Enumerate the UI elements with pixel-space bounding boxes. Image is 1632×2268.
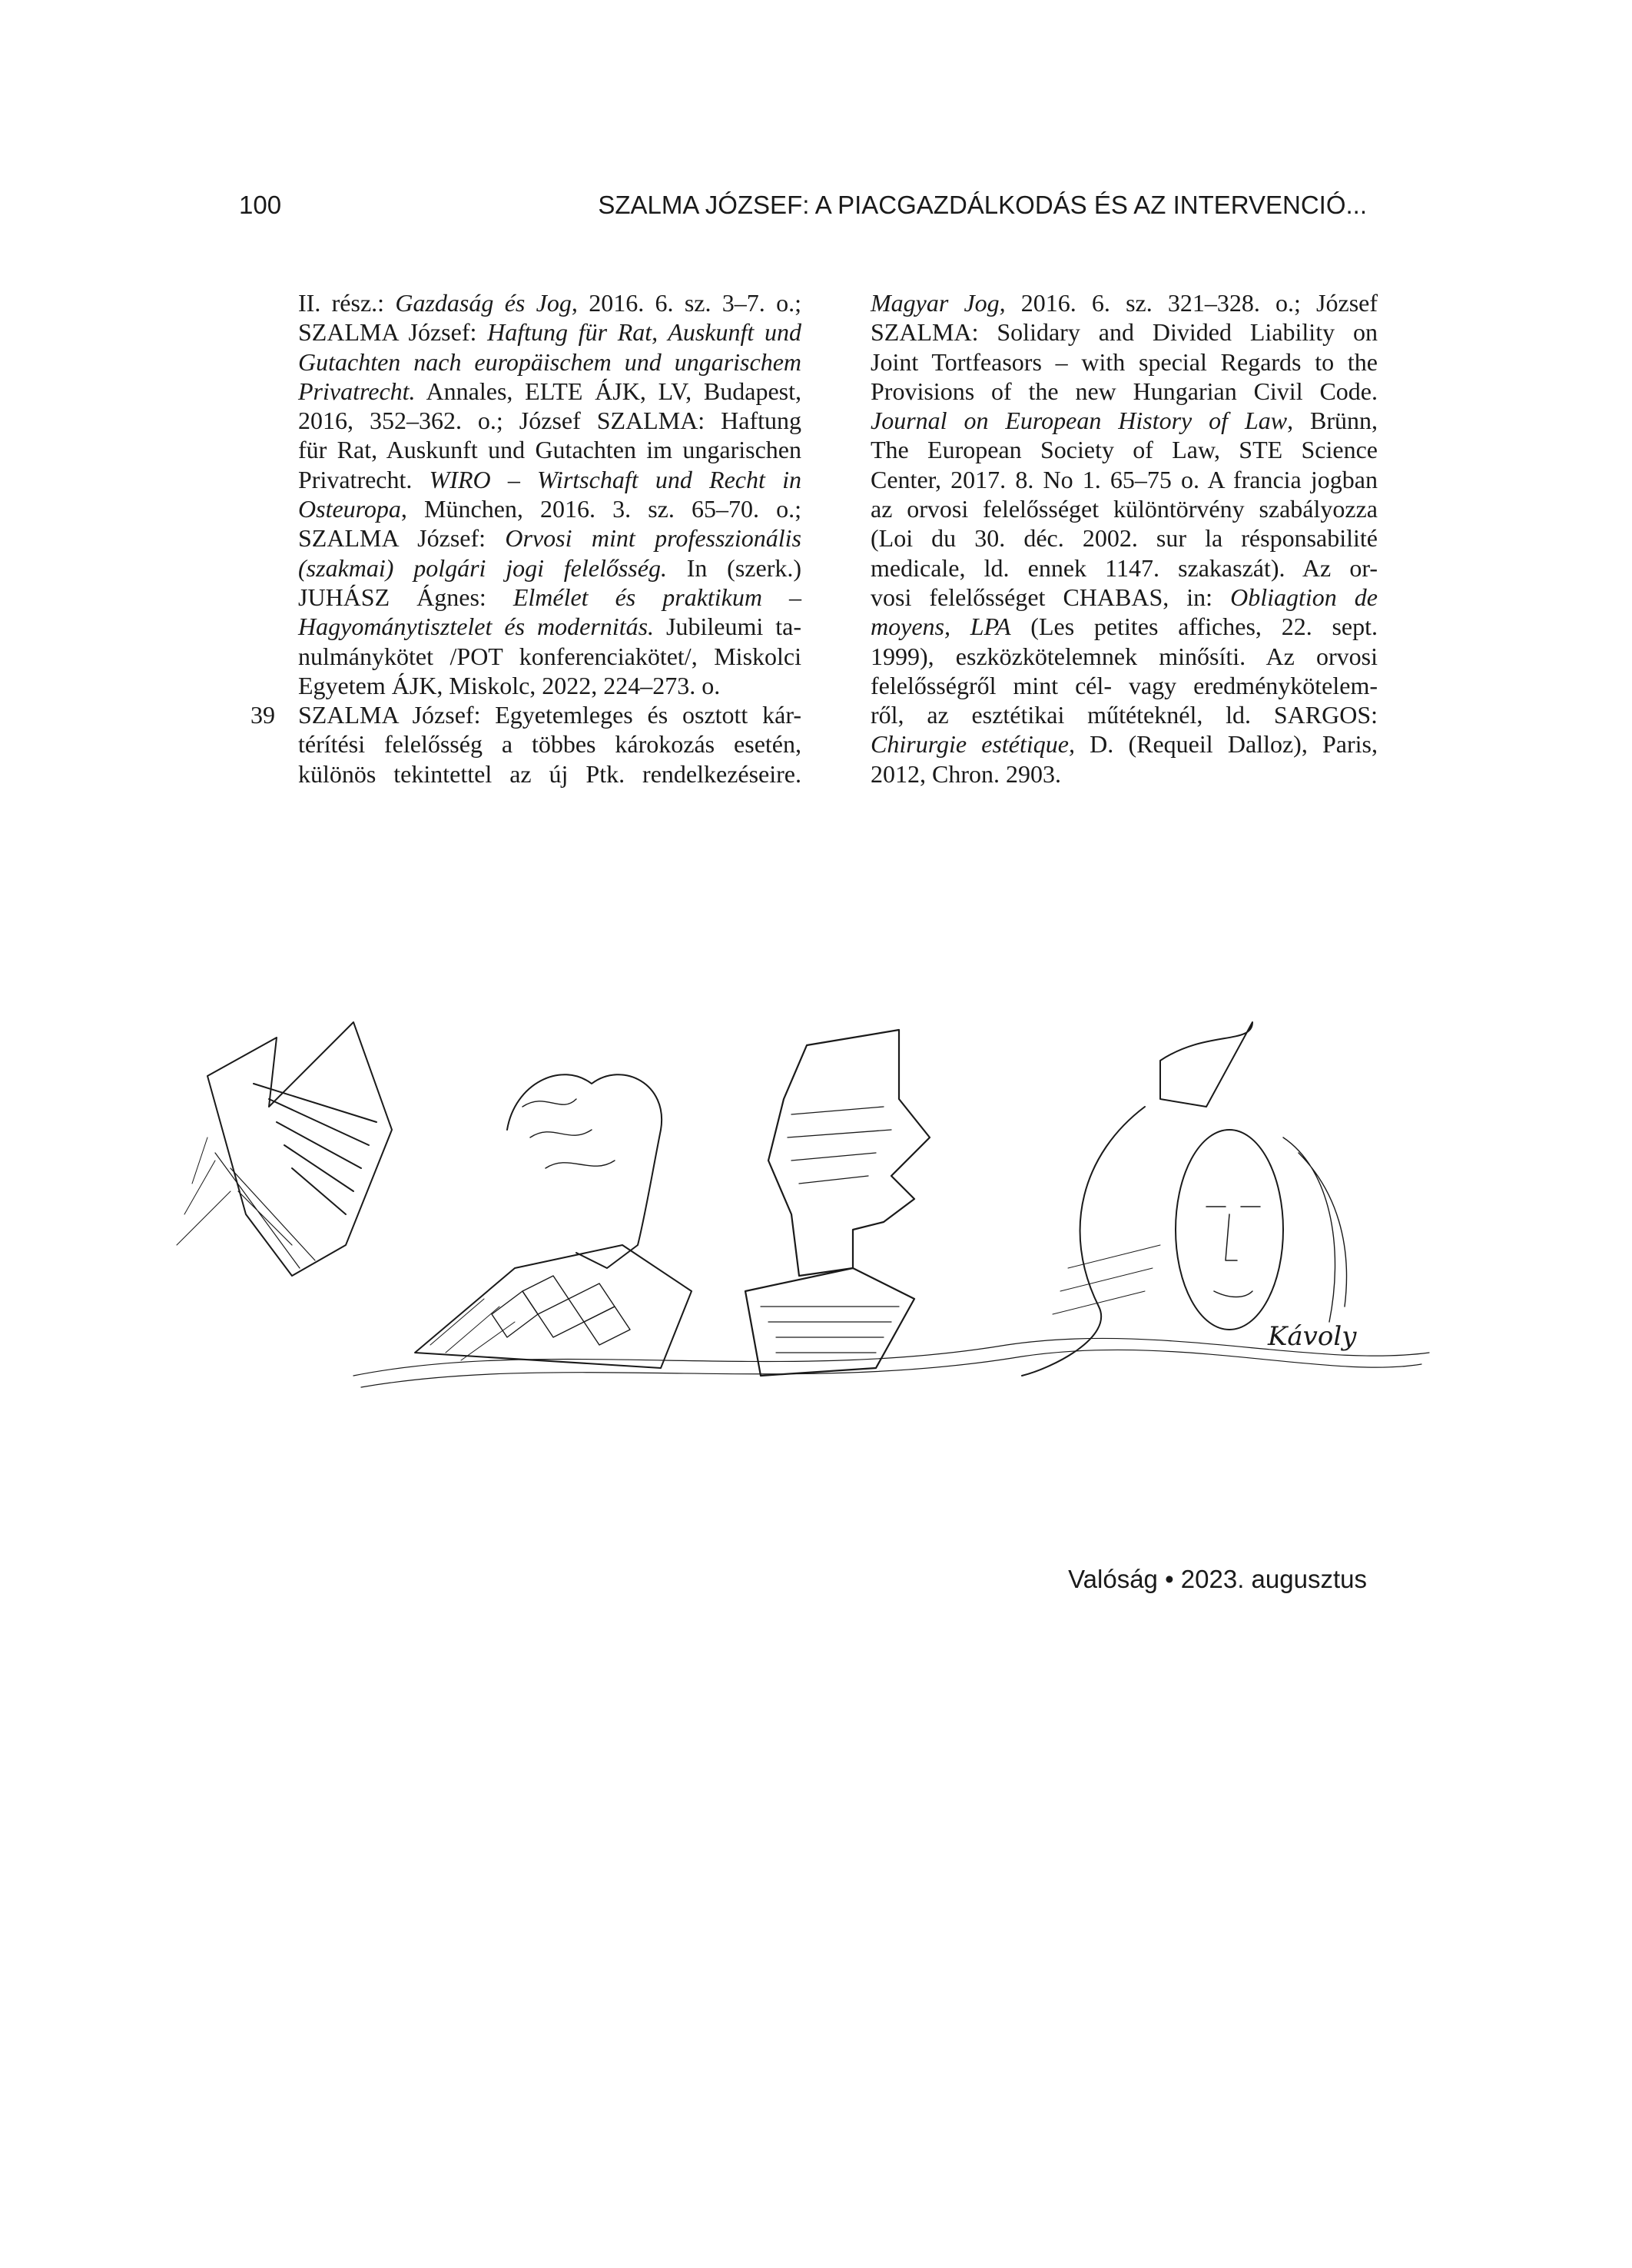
footnote-line: térítési felelősség a többes károkozás esetén, [298, 730, 801, 759]
footnote-line: Center, 2017. 8. No 1. 65–75 o. A francia jogban [871, 465, 1378, 493]
footnote-line: SZALMA József: Egyetemleges és osztott kár- [298, 701, 801, 729]
figure-curly [415, 1074, 692, 1368]
footnote-line: II. rész.: Gazdaság és Jog, 2016. 6. sz. 3–7. o.; [298, 289, 802, 317]
footer: Valóság • 2023. augusztus [1068, 1565, 1367, 1593]
footnote-line: (szakmai) polgári jogi felelősség. In (szerk.) [298, 553, 802, 582]
footnote-line: különös tekintettel az új Ptk. rendelkezéseire. [298, 759, 801, 788]
footnote-line: SZALMA József: Haftung für Rat, Auskunft und [298, 318, 801, 347]
footnote-line: Hagyománytisztelet és modernitás. Jubileumi ta- [298, 613, 802, 641]
footnote-line: The European Society of Law, STE Science [871, 436, 1378, 464]
footnote-line: JUHÁSZ Ágnes: Elmélet és praktikum – [298, 583, 801, 611]
footnote-line: Provisions of the new Hungarian Civil Code. [871, 377, 1378, 405]
footnote-line: Egyetem ÁJK, Miskolc, 2022, 224–273. o. [298, 671, 721, 699]
footnote-line: Privatrecht. WIRO – Wirtschaft und Recht in [298, 465, 802, 493]
footnote-line: moyens, LPA (Les petites affiches, 22. sept. [871, 613, 1378, 641]
footnote-line: Journal on European History of Law, Brünn, [871, 407, 1378, 435]
footnote-line: SZALMA József: Orvosi mint professzionális [298, 524, 801, 553]
ink-sketch-illustration [161, 1014, 1468, 1399]
footnote-line: Gutachten nach europäischem und ungarischem [298, 347, 801, 376]
artist-signature: Kávoly [1268, 1321, 1357, 1352]
figure-hat [177, 1022, 392, 1276]
footnote-line: az orvosi felelősséget különtörvény szabályozza [871, 495, 1378, 523]
figure-angular [745, 1030, 930, 1376]
footnote-line: Chirurgie estétique, D. (Requeil Dalloz), Paris, [871, 730, 1378, 759]
footnote-line: vosi felelősséget CHABAS, in: Obliagtion de [871, 583, 1378, 611]
footnote-line: felelősségről mint cél- vagy eredménykötelem- [871, 671, 1378, 699]
footnote-line: Privatrecht. Annales, ELTE ÁJK, LV, Budapest, [298, 377, 801, 405]
footnote-line: SZALMA: Solidary and Divided Liability on [871, 318, 1378, 347]
footnote-line: ről, az esztétikai műtéteknél, ld. SARGOS: [871, 701, 1378, 729]
footnote-line: medicale, ld. ennek 1147. szakaszát). Az or- [871, 553, 1378, 582]
footnote-line: Joint Tortfeasors – with special Regards to the [871, 347, 1378, 376]
footnote-line: für Rat, Auskunft und Gutachten im ungarischen [298, 436, 801, 464]
footnote-line: 2016, 352–362. o.; József SZALMA: Haftung [298, 407, 801, 435]
footnotes-right-column [871, 288, 1378, 789]
footnote-line: Magyar Jog, 2016. 6. sz. 321–328. o.; József [871, 289, 1378, 317]
footnote-line: 2012, Chron. 2903. [871, 759, 1061, 788]
footnote-line: (Loi du 30. déc. 2002. sur la résponsabilité [871, 524, 1378, 553]
footnotes-left-column [250, 288, 802, 789]
footnote-line: Osteuropa, München, 2016. 3. sz. 65–70. o.; [298, 495, 801, 523]
footnote-line: nulmánykötet /POT konferenciakötet/, Miskolci [298, 642, 801, 670]
footnote-number: 39 [250, 701, 275, 729]
page-number: 100 [239, 191, 282, 219]
footnote-line: 1999), eszközkötelemnek minősíti. Az orvosi [871, 642, 1378, 670]
running-head: SZALMA JÓZSEF: A PIACGAZDÁLKODÁS ÉS AZ INTERVENCIÓ... [598, 191, 1367, 219]
